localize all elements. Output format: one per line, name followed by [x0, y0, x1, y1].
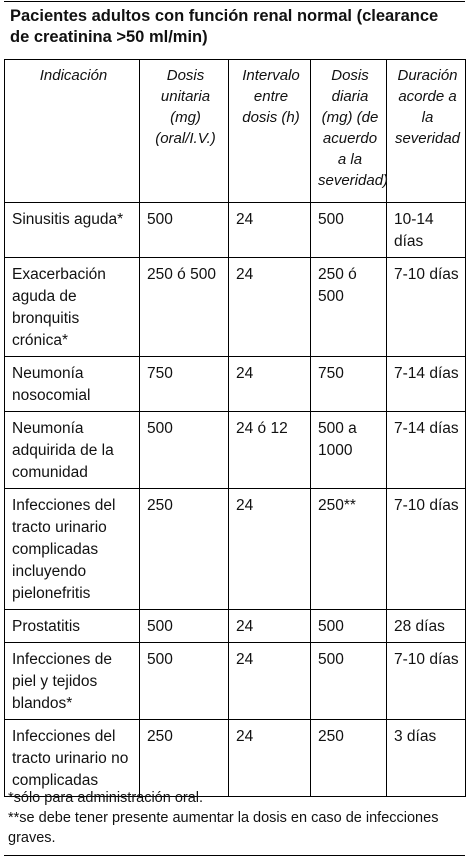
table-row	[5, 357, 466, 412]
cell-intervalo: 24	[229, 720, 311, 797]
header-row	[5, 60, 466, 203]
header-dosis-diaria: Dosis diaria (mg) (de acuerdo a la severidad)	[311, 60, 387, 203]
cell-duracion: 7-10 días	[387, 258, 466, 357]
cell-indicacion: Infecciones de piel y tejidos blandos*	[5, 643, 140, 720]
cell-dosis-diaria: 500 a 1000	[311, 412, 387, 489]
cell-dosis-unitaria: 750	[140, 357, 229, 412]
cell-dosis-unitaria: 500	[140, 643, 229, 720]
footnote-dosis: **se debe tener presente aumentar la dosis en caso de infecciones graves.	[8, 810, 439, 846]
cell-indicacion: Exacerbación aguda de bronquitis crónica*	[5, 258, 140, 357]
cell-dosis-unitaria: 250	[140, 720, 229, 797]
cell-intervalo: 24	[229, 203, 311, 258]
cell-indicacion: Infecciones del tracto urinario no complicadas	[5, 720, 140, 797]
cell-intervalo: 24	[229, 643, 311, 720]
cell-duracion: 7-10 días	[387, 643, 466, 720]
dosage-table	[4, 59, 466, 797]
cell-dosis-diaria: 250	[311, 720, 387, 797]
header-dosis-unitaria: Dosis unitaria (mg) (oral/I.V.)	[140, 60, 229, 203]
cell-dosis-diaria: 500	[311, 643, 387, 720]
top-rule	[4, 1, 465, 2]
cell-indicacion: Sinusitis aguda*	[5, 203, 140, 258]
table-row	[5, 203, 466, 258]
cell-dosis-unitaria: 500	[140, 412, 229, 489]
cell-indicacion: Neumonía nosocomial	[5, 357, 140, 412]
table-row	[5, 610, 466, 643]
cell-intervalo: 24 ó 12	[229, 412, 311, 489]
cell-intervalo: 24	[229, 357, 311, 412]
cell-intervalo: 24	[229, 258, 311, 357]
header-duracion: Duración acorde a la severidad	[387, 60, 466, 203]
table-row	[5, 258, 466, 357]
cell-dosis-diaria: 500	[311, 203, 387, 258]
cell-intervalo: 24	[229, 610, 311, 643]
cell-dosis-unitaria: 500	[140, 203, 229, 258]
table-row	[5, 489, 466, 610]
cell-indicacion: Infecciones del tracto urinario complicadas incluyendo pielonefritis	[5, 489, 140, 610]
cell-dosis-diaria: 250**	[311, 489, 387, 610]
footnotes	[8, 788, 463, 848]
cell-duracion: 7-14 días	[387, 357, 466, 412]
cell-indicacion: Neumonía adquirida de la comunidad	[5, 412, 140, 489]
cell-dosis-diaria: 250 ó 500	[311, 258, 387, 357]
cell-indicacion: Prostatitis	[5, 610, 140, 643]
table-row	[5, 412, 466, 489]
cell-duracion: 10-14 días	[387, 203, 466, 258]
header-intervalo: Intervalo entre dosis (h)	[229, 60, 311, 203]
table-row	[5, 643, 466, 720]
table-row	[5, 720, 466, 797]
cell-duracion: 7-14 días	[387, 412, 466, 489]
table-title: Pacientes adultos con función renal normal (clearance de creatinina >50 ml/min)	[10, 7, 439, 46]
cell-dosis-unitaria: 250 ó 500	[140, 258, 229, 357]
cell-dosis-unitaria: 250	[140, 489, 229, 610]
cell-dosis-diaria: 750	[311, 357, 387, 412]
cell-duracion: 7-10 días	[387, 489, 466, 610]
cell-duracion: 28 días	[387, 610, 466, 643]
footnote-oral: *sólo para administración oral.	[8, 790, 204, 806]
header-indicacion: Indicación	[5, 60, 140, 203]
cell-intervalo: 24	[229, 489, 311, 610]
bottom-rule	[4, 855, 465, 856]
cell-dosis-unitaria: 500	[140, 610, 229, 643]
cell-duracion: 3 días	[387, 720, 466, 797]
cell-dosis-diaria: 500	[311, 610, 387, 643]
